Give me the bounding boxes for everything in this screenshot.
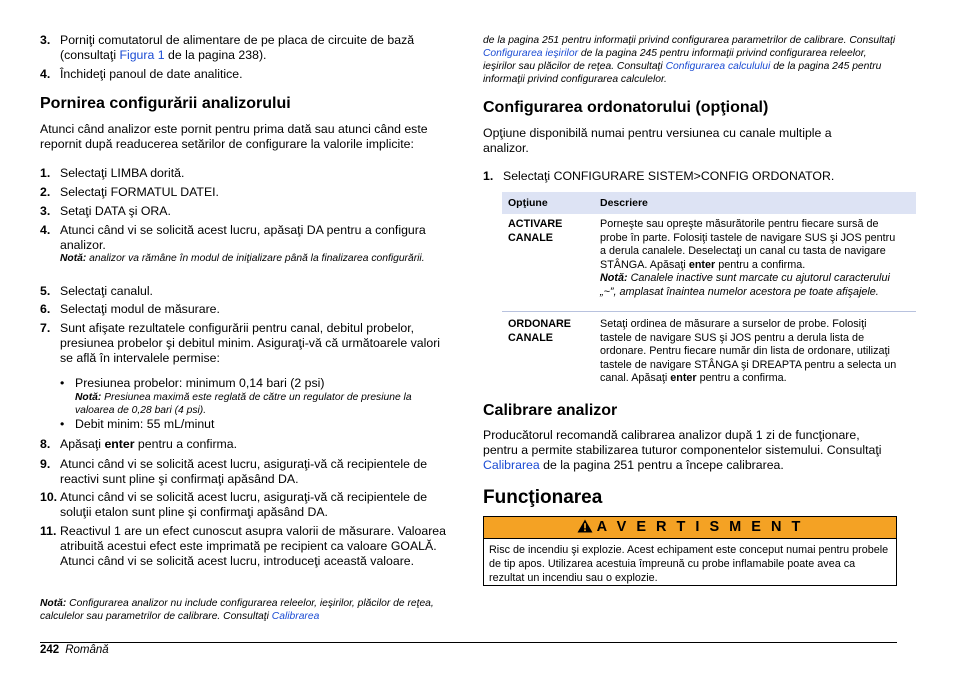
column-header-description: Descriere: [600, 197, 648, 209]
step-text: Atunci când vi se solicită acest lucru, apăsaţi DA pentru a configura analizor.: [60, 223, 426, 252]
page-number: 242: [40, 644, 60, 656]
table-row: [502, 318, 916, 384]
note-step-4: Notă: analizor va rămâne în modul de iniţializare până la finalizarea configurării.: [60, 253, 425, 264]
warning-triangle-icon: [577, 519, 593, 533]
row-divider: [502, 311, 916, 312]
step-text: Apăsaţi enter pentru a confirma.: [60, 437, 238, 451]
bullet-dot: •: [60, 376, 65, 390]
section-heading-startup: Pornirea configurării analizorului: [40, 95, 291, 112]
warning-title: A V E R T I S M E N T: [484, 519, 896, 535]
step-number: 1.: [40, 166, 51, 180]
footer-language: Română: [65, 644, 109, 656]
note-pressure: Notă: Presiunea maximă este reglată de către un regulator de presiune la valoarea de 0,28 bari (4 psi).: [75, 392, 412, 416]
step-number: 6.: [40, 302, 51, 316]
step-text: Selectaţi FORMATUL DATEI.: [60, 185, 219, 199]
step-text: Sunt afişate rezultatele configurării pentru canal, debitul probelor, presiunea probelor şi debitul minim. Asiguraţi-vă că următoarele valori se află în intervalele permise:: [60, 321, 441, 365]
step-text: Atunci când vi se solicită acest lucru, asiguraţi-vă că recipientele de soluţii etalon sunt pline şi confirmaţi apăsând DA.: [60, 490, 428, 519]
option-name: ACTIVARE CANALE: [508, 218, 563, 244]
table-row: [502, 218, 916, 314]
footer-divider: [40, 642, 897, 643]
calibration-link[interactable]: Calibrarea: [483, 458, 540, 472]
step-number: 5.: [40, 284, 51, 298]
step-text: Setaţi DATA şi ORA.: [60, 204, 171, 218]
bullet-dot: •: [60, 417, 65, 431]
step-text: Reactivul 1 are un efect cunoscut asupra valorii de măsurare. Valoarea atribuită acestui efect este imprimată pe recipient ca valoare GOALĂ. Atunci când vi se solicită acest lucru, introduceţi această valoare.: [60, 524, 446, 568]
outputs-config-link[interactable]: Configurarea ieşirilor: [483, 48, 578, 59]
step-number: 8.: [40, 437, 51, 451]
warning-box: [483, 516, 897, 586]
computer-intro: Opţiune disponibilă numai pentru versiunea cu canale multiple a analizor.: [483, 126, 832, 155]
bullet-text: Presiunea probelor: minimum 0,14 bari (2 psi): [75, 376, 325, 390]
section-heading-calibration: Calibrare analizor: [483, 402, 618, 419]
section-heading-operation: Funcţionarea: [483, 487, 603, 508]
section-heading-computer: Configurarea ordonatorului (opţional): [483, 99, 769, 116]
page-footer: [40, 644, 109, 656]
note-continuation: de la pagina 251 pentru informaţii privind configurarea parametrilor de calibrare. Consultaţi Configurarea ieşirilor de la pagina 245 pentru informaţii privind configurarea releelor, ieşirilor sau plăcilor de reţea. Consultaţi Configurarea calculului de la pagina 245 pentru informaţii privind configurarea calculelor.: [483, 35, 896, 85]
step-text: Selectaţi CONFIGURARE SISTEM>CONFIG ORDONATOR.: [503, 169, 835, 183]
step-text: Selectaţi LIMBA dorită.: [60, 166, 185, 180]
option-description: Setaţi ordinea de măsurare a surselor de probe. Folosiţi tastele de navigare SUS şi JOS pentru a derula lista de ordonare. Pentru fiecare număr din lista de ordonare, utilizaţi tastele de navigare STÂNGA şi DREAPTA pentru a selecta un canal. Apăsaţi enter pentru a confirma.: [600, 318, 897, 384]
step-number: 7.: [40, 321, 51, 335]
step-number: 1.: [483, 169, 494, 183]
step-number: 10.: [40, 490, 58, 504]
step-text: Atunci când vi se solicită acest lucru, asiguraţi-vă că recipientele de reactivi sunt pline şi confirmaţi apăsând DA.: [60, 457, 428, 486]
step-number: 4.: [40, 67, 51, 81]
step-text: Porniţi comutatorul de alimentare de pe placa de circuite de bază (consultaţi Figura 1 de la pagina 238).: [60, 33, 415, 62]
column-header-option: Opţiune: [508, 197, 548, 209]
step-text: Închideţi panoul de date analitice.: [60, 67, 243, 81]
step-text: Selectaţi canalul.: [60, 284, 153, 298]
option-name: ORDONARE CANALE: [508, 318, 571, 344]
step-number: 11.: [40, 524, 57, 538]
step-text: Selectaţi modul de măsurare.: [60, 302, 220, 316]
figure-1-link[interactable]: Figura 1: [119, 48, 165, 62]
step-number: 3.: [40, 33, 51, 47]
bullet-text: Debit minim: 55 mL/minut: [75, 417, 215, 431]
step-number: 9.: [40, 457, 51, 471]
warning-header: [484, 517, 896, 539]
calibration-link[interactable]: Calibrarea: [271, 611, 320, 622]
option-description: Porneşte sau opreşte măsurătorile pentru fiecare sursă de probe în parte. Folosiţi tastele de navigare SUS şi JOS pentru a derula canalele. Deselectaţi un canal cu tasta de navigare STÂNGA. Apăsaţi enter pentru a confirma. Notă: Canalele inactive sunt marcate cu ajutorul caracterului „~”, amplasat înaintea numelor acestora pe toate afişajele.: [600, 218, 896, 298]
startup-intro: Atunci când analizor este pornit pentru prima dată sau atunci când este repornit după readucerea setărilor de configurare la valorile implicite:: [40, 122, 428, 151]
warning-text: Risc de incendiu şi explozie. Acest echipament este conceput numai pentru probele de tip apos. Utilizarea acestuia împreună cu probe inflamabile poate avea ca rezultat un incendiu sau o explozie.: [489, 544, 889, 584]
step-number: 2.: [40, 185, 51, 199]
step-number: 4.: [40, 223, 51, 237]
calculation-config-link[interactable]: Configurarea calculului: [665, 61, 771, 72]
step-number: 3.: [40, 204, 51, 218]
table-header: [502, 192, 916, 214]
calibration-paragraph: Producătorul recomandă calibrarea analizor după 1 zi de funcţionare, pentru a permite stabilizarea tuturor componentelor sistemului. Consultaţi Calibrarea de la pagina 251 pentru a începe calibrarea.: [483, 428, 882, 472]
note-configuration: Notă: Configurarea analizor nu include configurarea releelor, ieşirilor, plăcilor de reţea, calculelor sau parametrilor de calibrare. Consultaţi Calibrarea: [40, 598, 434, 622]
table-note: Notă: Canalele inactive sunt marcate cu ajutorul caracterului „~”, amplasat înaintea numelor acestora pe toate afişajele.: [600, 272, 890, 298]
